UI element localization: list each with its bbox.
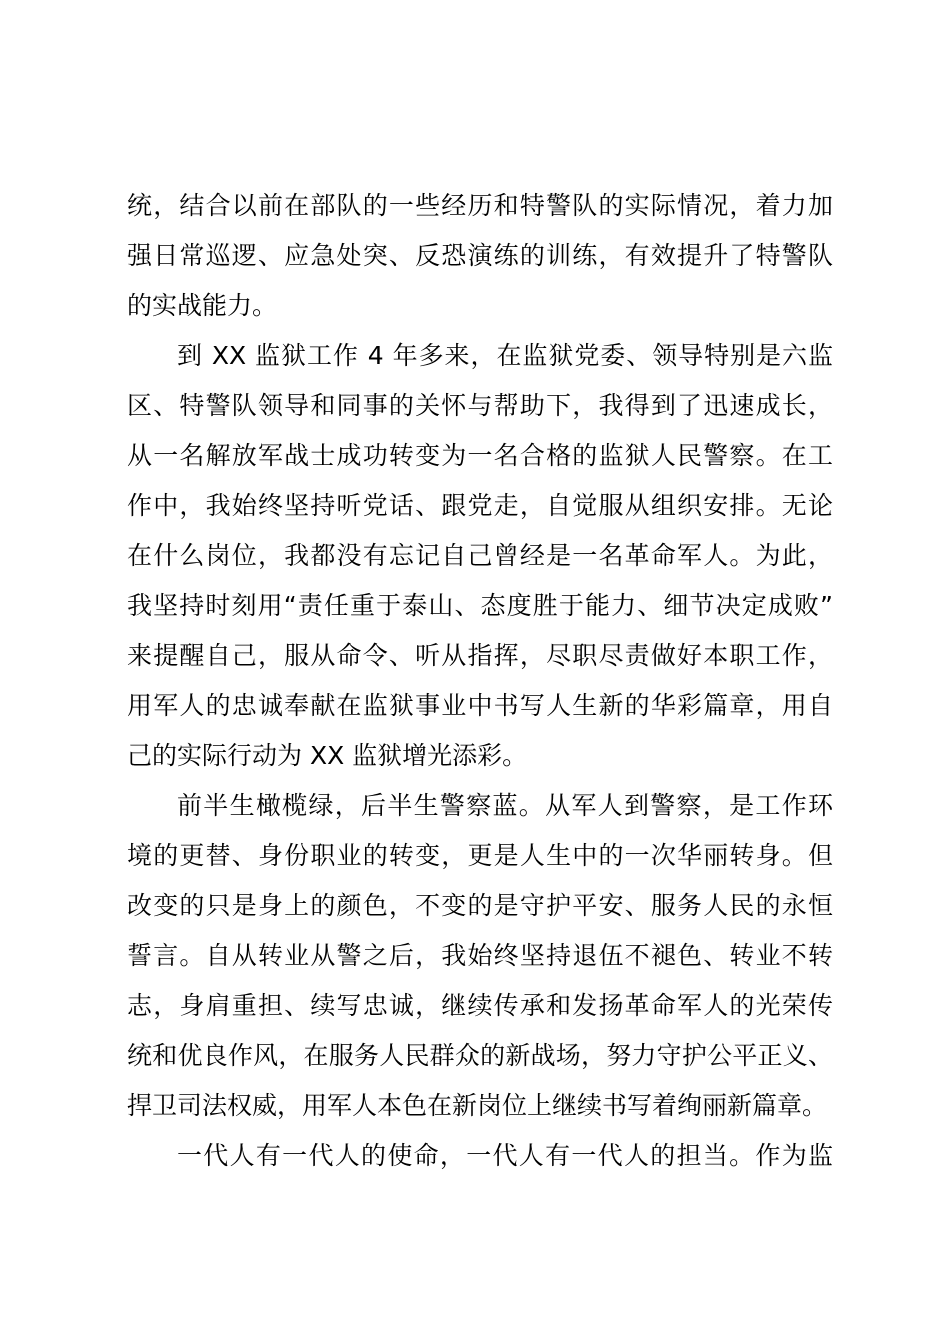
text-line: 作中，我始终坚持听党话、跟党走，自觉服从组织安排。无论 bbox=[127, 491, 833, 520]
text-line: 志，身肩重担、续写忠诚，继续传承和发扬革命军人的光荣传 bbox=[127, 991, 833, 1020]
document-body bbox=[127, 181, 833, 1181]
text-line: 己的实际行动为 XX 监狱增光添彩。 bbox=[127, 741, 528, 770]
text-line: 统，结合以前在部队的一些经历和特警队的实际情况，着力加 bbox=[127, 191, 833, 220]
text-line: 强日常巡逻、应急处突、反恐演练的训练，有效提升了特警队 bbox=[127, 241, 833, 270]
text-line: 区、特警队领导和同事的关怀与帮助下，我得到了迅速成长， bbox=[127, 391, 833, 420]
text-line: 从一名解放军战士成功转变为一名合格的监狱人民警察。在工 bbox=[127, 441, 833, 470]
text-line: 来提醒自己，服从命令、听从指挥，尽职尽责做好本职工作， bbox=[127, 641, 833, 670]
text-line: 我坚持时刻用“责任重于泰山、态度胜于能力、细节决定成败” bbox=[127, 591, 833, 620]
paragraph-first-line: 一代人有一代人的使命，一代人有一代人的担当。作为监 bbox=[177, 1141, 833, 1170]
paragraph-first-line: 前半生橄榄绿，后半生警察蓝。从军人到警察，是工作环 bbox=[177, 791, 833, 820]
text-line: 境的更替、身份职业的转变，更是人生中的一次华丽转身。但 bbox=[127, 841, 833, 870]
text-line: 改变的只是身上的颜色，不变的是守护平安、服务人民的永恒 bbox=[127, 891, 833, 920]
text-line: 统和优良作风，在服务人民群众的新战场，努力守护公平正义、 bbox=[127, 1041, 833, 1070]
text-line: 捍卫司法权威，用军人本色在新岗位上继续书写着绚丽新篇章。 bbox=[127, 1091, 828, 1120]
text-line: 誓言。自从转业从警之后，我始终坚持退伍不褪色、转业不转 bbox=[127, 941, 833, 970]
text-line: 的实战能力。 bbox=[127, 291, 278, 320]
text-line: 用军人的忠诚奉献在监狱事业中书写人生新的华彩篇章，用自 bbox=[127, 691, 833, 720]
text-line: 在什么岗位，我都没有忘记自己曾经是一名革命军人。为此， bbox=[127, 541, 833, 570]
paragraph-first-line: 到 XX 监狱工作 4 年多来，在监狱党委、领导特别是六监 bbox=[177, 341, 833, 370]
